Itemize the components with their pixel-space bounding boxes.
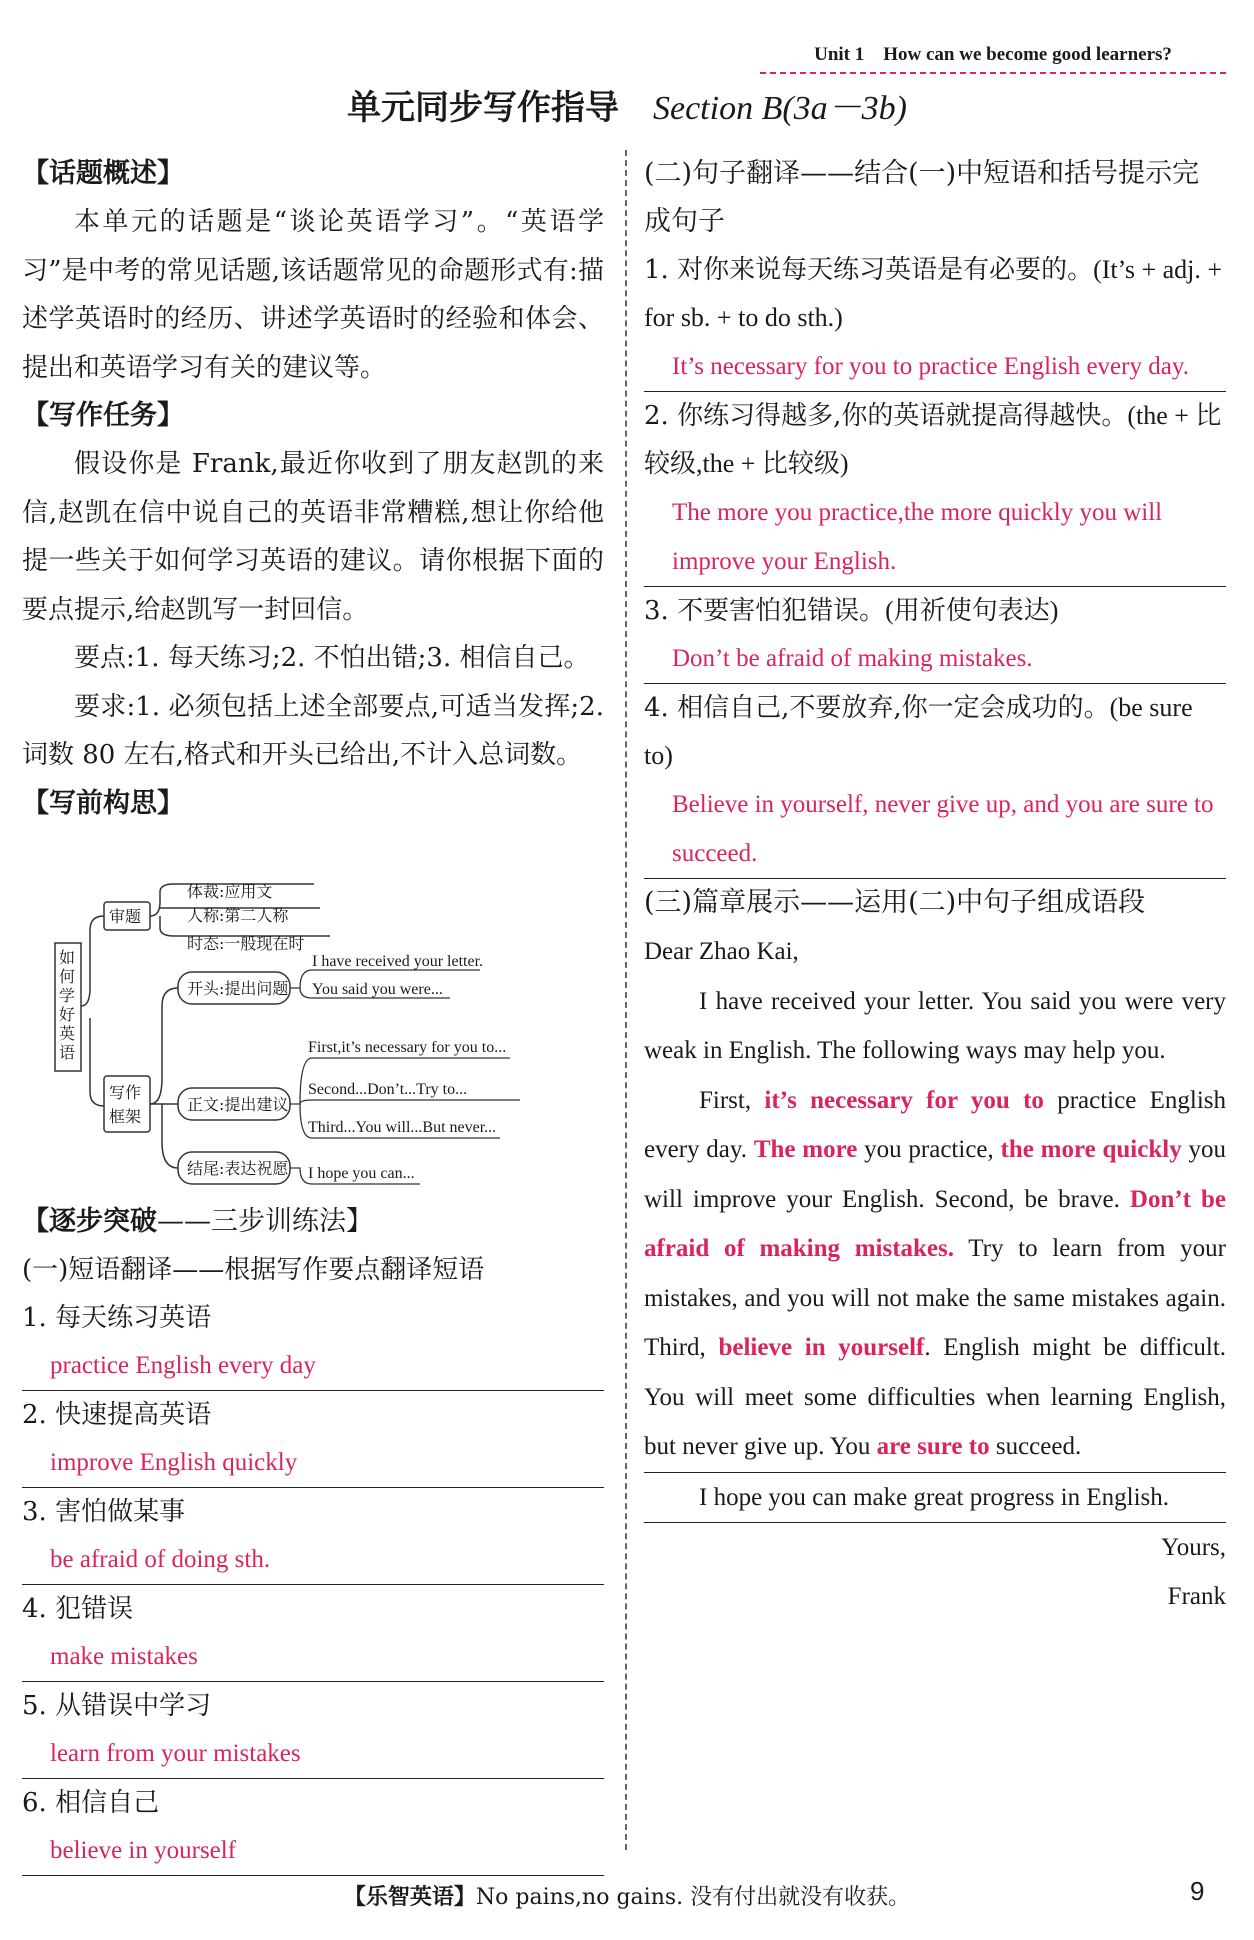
letter-opening: I have received your letter. You said you were very weak in English. The following ways may help you. — [644, 987, 1226, 1064]
column-divider — [625, 150, 627, 1850]
part2-heading — [644, 150, 1226, 246]
root-char-3: 学 — [59, 986, 76, 1005]
phrase-a5: learn from your mistakes — [22, 1730, 604, 1779]
root-char-2: 何 — [59, 967, 76, 986]
phrase-a3: be afraid of doing sth. — [22, 1536, 604, 1585]
letter-closing: I hope you can make great progress in English. — [644, 1473, 1226, 1524]
header-rule — [760, 72, 1226, 74]
phrase-q4: 4. 犯错误 — [22, 1594, 134, 1624]
steps-heading — [22, 1198, 604, 1246]
letter-sign-yours: Yours, — [1161, 1534, 1226, 1561]
body-p4: you will improve your English. Second, be brave. — [644, 1136, 1227, 1213]
part3-sub: ——运用(二)中句子组成语段 — [800, 887, 1146, 918]
topic-text: 本单元的话题是“谈论英语学习”。“英语学习”是中考的常见话题,该话题常见的命题形式有:描述学英语时的经历、讲述学英语时的经验和体会、提出和英语学习有关的建议等。 — [22, 207, 604, 383]
part3-heading — [644, 879, 1226, 927]
branch2-label-2: 框架 — [109, 1107, 142, 1126]
topic-heading: 【话题概述】 — [22, 158, 184, 189]
sentence-q3-hint: (用祈使句表达) — [885, 596, 1059, 625]
sentence-q4-hint: (be sure to) — [644, 693, 1193, 770]
part1-head: (一)短语翻译 — [22, 1255, 173, 1285]
body-b6: are sure to — [876, 1433, 990, 1460]
body-p1: First, — [699, 1086, 765, 1114]
left-column — [22, 150, 604, 828]
body-p5: Try to learn from your mistakes, and you will not make the same mistakes again. Third, — [644, 1235, 1226, 1361]
part3-head: (三)篇章展示 — [644, 887, 801, 918]
part1-sub: ——根据写作要点翻译短语 — [172, 1255, 485, 1285]
body-p6: . English might be difficult. You will meet some difficulties when learning English, but never give up. You — [644, 1334, 1227, 1460]
phrase-a2: improve English quickly — [22, 1439, 604, 1488]
mind-map-svg — [50, 878, 610, 1188]
sentence-q4 — [644, 684, 1226, 780]
body-p2: practice English every day. — [644, 1086, 1226, 1163]
body-p7: succeed. — [989, 1433, 1082, 1460]
task-heading: 【写作任务】 — [22, 400, 184, 431]
root-text — [59, 948, 80, 1062]
letter-sign-name: Frank — [1167, 1583, 1226, 1610]
body-b1: it’s necessary for you to — [764, 1086, 1044, 1114]
footer-motto: No pains,no gains. 没有付出就没有收获。 — [475, 1885, 911, 1910]
root-char-1: 如 — [59, 948, 76, 967]
sentence-q1-hint: (It’s + adj. + for sb. + to do sth.) — [644, 255, 1223, 332]
phrase-q5: 5. 从错误中学习 — [22, 1691, 212, 1721]
sentence-a4: Believe in yourself, never give up, and you are sure to succeed. — [644, 780, 1226, 879]
sentence-q3 — [644, 587, 1226, 635]
body-text-3: Third...You will...But never... — [308, 1119, 497, 1136]
letter-body — [644, 1076, 1226, 1473]
connector-b2-3 — [162, 1104, 178, 1168]
ending-text: I hope you can... — [308, 1165, 415, 1182]
b1-item-1: 体裁:应用文 — [187, 882, 273, 901]
phrase-q6: 6. 相信自己 — [22, 1788, 160, 1818]
title-text: 单元同步写作指导 — [347, 88, 619, 128]
steps-heading-sub: ——三步训练法】 — [157, 1206, 373, 1237]
sentence-q1 — [644, 246, 1226, 342]
opening-node-label: 开头:提出问题 — [187, 979, 289, 998]
unit-header: Unit 1 How can we become good learners? — [814, 44, 1172, 65]
left-column-lower — [22, 1198, 604, 1876]
opening-text-2: You said you were... — [312, 981, 443, 998]
part2-sub: ——结合(一)中短语和括号提示完成句子 — [644, 158, 1200, 237]
footer — [0, 1880, 1254, 1911]
body-b4: Don’t be afraid of making mistakes. — [644, 1185, 1226, 1262]
footer-brand: 【乐智英语】 — [343, 1884, 476, 1910]
sentence-q1-text: 1. 对你来说每天练习英语是有必要的。 — [644, 255, 1094, 285]
body-b3: the more quickly — [1000, 1136, 1182, 1163]
root-char-6: 语 — [59, 1043, 76, 1062]
sentence-q2-text: 2. 你练习得越多,你的英语就提高得越快。 — [644, 401, 1128, 431]
body-text-1: First,it’s necessary for you to... — [308, 1039, 507, 1056]
b1-item-3: 时态:一般现在时 — [187, 934, 305, 953]
task-text: 假设你是 Frank,最近你收到了朋友赵凯的来信,赵凯在信中说自己的英语非常糟糕,想让你给他提一些关于如何学习英语的建议。请你根据下面的要点提示,给赵凯写一封回信。 — [22, 449, 604, 625]
task-points: 要点:1. 每天练习;2. 不怕出错;3. 相信自己。 — [74, 643, 590, 673]
right-column — [644, 150, 1226, 1621]
branch1-label: 审题 — [109, 907, 142, 926]
phrase-a6: believe in yourself — [22, 1827, 604, 1876]
sentence-q2-hint: (the + 比较级,the + 比较级) — [644, 401, 1222, 478]
sentence-a3: Don’t be afraid of making mistakes. — [644, 635, 1226, 684]
ending-node-label: 结尾:表达祝愿 — [187, 1159, 289, 1178]
letter-salutation: Dear Zhao Kai, — [644, 938, 799, 965]
part2-head: (二)句子翻译 — [644, 158, 801, 189]
sentence-a1: It’s necessary for you to practice English every day. — [644, 342, 1226, 392]
phrase-q2: 2. 快速提高英语 — [22, 1400, 212, 1430]
body-b2: The more — [753, 1136, 858, 1163]
phrase-q1: 1. 每天练习英语 — [22, 1303, 212, 1333]
connector-root-b1 — [81, 916, 104, 1006]
body-node-label: 正文:提出建议 — [187, 1095, 289, 1114]
phrase-a4: make mistakes — [22, 1633, 604, 1682]
part1-heading — [22, 1246, 604, 1294]
body-line-2 — [300, 1100, 520, 1104]
sentence-q4-text: 4. 相信自己,不要放弃,你一定会成功的。 — [644, 693, 1110, 723]
phrase-q3: 3. 害怕做某事 — [22, 1497, 186, 1527]
b1-item-2: 人称:第二人称 — [187, 906, 289, 925]
body-p3: you practice, — [857, 1136, 1001, 1163]
body-text-2: Second...Don’t...Try to... — [308, 1081, 468, 1098]
branch2-label-1: 写作 — [109, 1083, 142, 1102]
phrase-a1: practice English every day — [22, 1342, 604, 1391]
sentence-q3-text: 3. 不要害怕犯错误。 — [644, 596, 886, 626]
connector-b2-1 — [150, 988, 178, 1104]
connector-root-b2 — [90, 1018, 104, 1106]
plan-heading: 【写前构思】 — [22, 787, 184, 819]
body-b5: believe in yourself — [718, 1334, 925, 1361]
page-title — [0, 80, 1254, 129]
mind-map — [50, 878, 610, 1188]
page-number: 9 — [1190, 1876, 1205, 1906]
sentence-a2: The more you practice,the more quickly you will improve your English. — [644, 488, 1226, 587]
root-char-4: 好 — [59, 1005, 76, 1024]
opening-text-1: I have received your letter. — [312, 953, 484, 970]
root-char-5: 英 — [59, 1024, 76, 1043]
steps-heading-main: 【逐步突破 — [22, 1206, 157, 1237]
section-label: Section B(3a－3b) — [653, 90, 907, 127]
sentence-q2 — [644, 392, 1226, 488]
task-requirements: 要求:1. 必须包括上述全部要点,可适当发挥;2. 词数 80 左右,格式和开头已给出,不计入总词数。 — [22, 691, 604, 770]
